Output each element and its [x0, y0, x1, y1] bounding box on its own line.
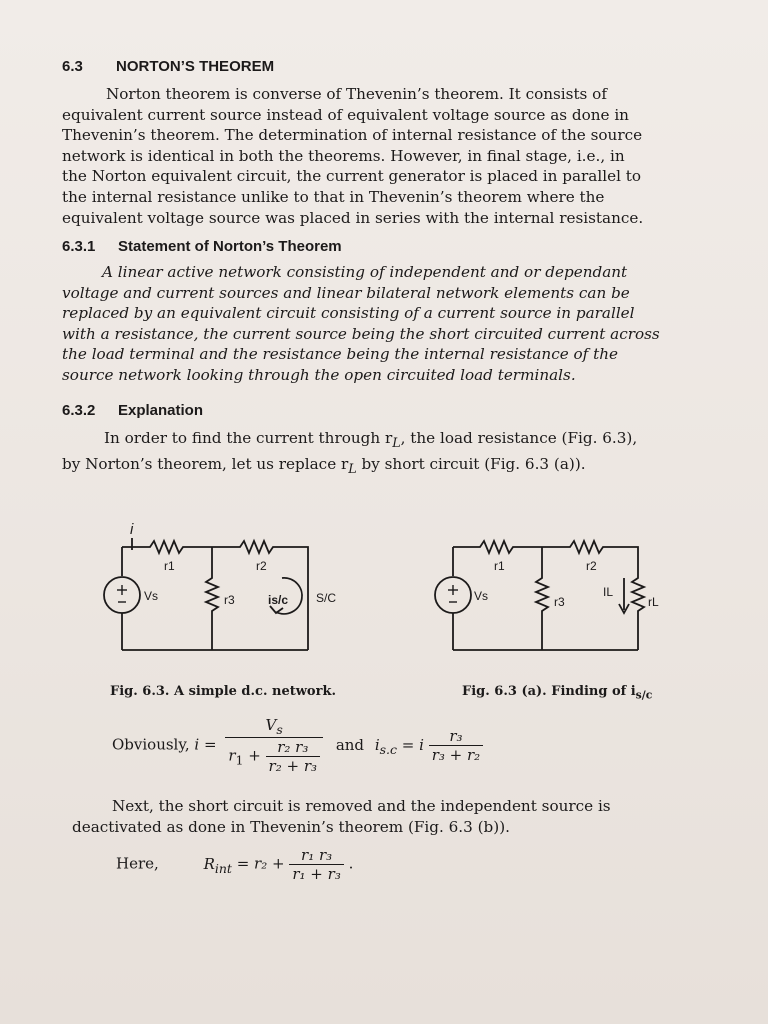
circuit-b-il-label: IL: [603, 585, 614, 599]
next-paragraph: [72, 796, 712, 837]
equation-isc: $i_{s.c} = i$: [374, 735, 424, 757]
circuit-a-i-label: i: [130, 521, 134, 538]
statement-line: A linear active network consisting of independent and or dependant: [102, 263, 628, 281]
intro-line: Thevenin’s theorem. The determination of internal resistance of the source: [62, 126, 643, 145]
intro-paragraph: [62, 84, 702, 228]
subsection-title: Explanation: [118, 402, 204, 419]
circuit-b-top-wire: [453, 541, 638, 570]
circuit-a-r2-label: r2: [256, 559, 267, 573]
circuit-a-arrowhead: [270, 606, 283, 613]
statement-line: the load terminal and the resistance being the internal resistance of the: [62, 345, 619, 364]
statement-line: replaced by an equivalent circuit consisting of a current source in parallel: [62, 304, 635, 323]
intro-line: the internal resistance unlike to that in Thevenin’s theorem where the: [62, 187, 605, 206]
subsection-number: 6.3.1: [62, 238, 96, 255]
subsection-number: 6.3.2: [62, 402, 96, 419]
equation-2-fraction: $\frac{\text{r₁ r₃}}{\text{r₁ + r₃}}$: [289, 846, 343, 883]
statement-line: source network looking through the open circuited load terminals.: [62, 365, 576, 384]
circuit-a-r1-label: r1: [164, 559, 175, 573]
equation-2-lhs: $R_{int}$: [203, 854, 232, 876]
intro-line: Norton theorem is converse of Thevenin’s theorem. It consists of: [106, 85, 607, 103]
equation-1-fraction-2: $\frac{\text{r₃}}{\text{r₃ + r₂}}$: [429, 727, 483, 764]
next-line: Next, the short circuit is removed and the independent source is: [112, 797, 611, 815]
circuit-b-vs-label: Vs: [474, 589, 489, 603]
statement-line: with a resistance, the current source being the short circuited current across: [62, 324, 660, 343]
equation-1-lhs: i =: [194, 735, 217, 754]
section-number: 6.3: [62, 58, 83, 75]
figure-caption-b: Fig. 6.3 (a). Finding of $i_{s/c}$: [462, 684, 653, 702]
circuit-diagrams: [90, 520, 690, 670]
explanation-paragraph: [62, 428, 702, 479]
circuit-a-isc-label: is/c: [268, 593, 289, 607]
next-line: deactivated as done in Thevenin’s theorem (Fig. 6.3 (b)).: [72, 817, 510, 836]
explanation-line: by Norton’s theorem, let us replace $r_L$ by short circuit (Fig. 6.3 (a)).: [62, 454, 586, 476]
equation-2-rhs: = r₂ +: [236, 854, 285, 873]
circuit-b-r2-label: r2: [586, 559, 597, 573]
statement-paragraph: [62, 262, 702, 386]
statement-line: voltage and current sources and linear bilateral network elements can be: [62, 283, 630, 302]
circuit-b-r1-label: r1: [494, 559, 505, 573]
subsection-title: Statement of Norton’s Theorem: [118, 238, 342, 255]
intro-line: network is identical in both the theorems. However, in final stage, i.e., in: [62, 146, 625, 165]
intro-line: equivalent current source instead of equivalent voltage source as done in: [62, 105, 629, 124]
circuit-a-top-wire: [122, 541, 308, 580]
explanation-line: In order to find the current through $r_L$, the load resistance (Fig. 6.3),: [104, 429, 638, 451]
equation-2-here: Here,: [116, 854, 159, 873]
intro-line: the Norton equivalent circuit, the current generator is placed in parallel to: [62, 167, 642, 186]
intro-line: equivalent voltage source was placed in series with the internal resistance.: [62, 208, 644, 227]
circuit-a-vs-label: Vs: [144, 589, 159, 603]
equation-1: [112, 716, 483, 775]
circuit-a-r3-label: r3: [224, 593, 235, 607]
equation-1-prefix: Obviously,: [112, 735, 195, 754]
circuit-b-r3-label: r3: [554, 595, 565, 609]
circuit-b-r3: [536, 547, 548, 650]
circuit-b-rl-label: rL: [648, 595, 659, 609]
circuit-a-r3: [206, 547, 218, 650]
section-title: NORTON’S THEOREM: [116, 58, 275, 75]
equation-1-fraction: $V_s$ $r_1$ + $\frac{\text{r₂ r₃}}{\text{r₂ + r₃}}$: [225, 716, 323, 775]
figure-caption-a: Fig. 6.3. A simple d.c. network.: [110, 684, 336, 699]
circuit-b-rl: [632, 570, 644, 650]
circuit-a-sc-label: S/C: [316, 591, 337, 605]
equation-1-and: and: [335, 735, 365, 754]
equation-2: Here, $R_{int} = r_2$ + $\frac{\text{r₁ r₃}}{\text{r₁ + r₃}}$ .: [116, 846, 354, 883]
